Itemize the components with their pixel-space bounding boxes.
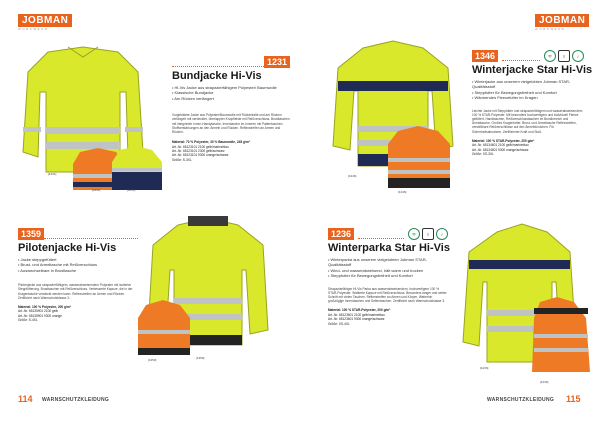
product-image-1359 — [138, 210, 278, 380]
caption-1231-a: [1231] — [48, 172, 57, 176]
spec-item: Art.-Nr. 65123601 9300 orange/schwarz — [328, 317, 385, 322]
certification-icons — [408, 228, 448, 240]
feature-list — [18, 257, 138, 273]
parka-orange-1236 — [532, 297, 590, 372]
feature-item: • Brust- und Armeltasche mit Reißverschluss — [18, 262, 138, 267]
brand-logo-right: JOBMAN WORKWEAR — [535, 14, 589, 31]
product-number: 1231 — [264, 56, 290, 68]
product-1359-block — [18, 228, 138, 323]
product-1346-block — [472, 50, 593, 157]
spec-material: Material: 100 % Polyester, 200 g/m² — [18, 305, 71, 310]
ce-icon: ≡ — [422, 228, 434, 240]
oeko-tex-icon: ✓ — [572, 50, 584, 62]
caption-1236-b: [1236] — [540, 380, 549, 384]
dotted-rule — [44, 229, 138, 239]
caption-1236-a: [1236] — [480, 366, 489, 370]
dotted-rule — [502, 51, 540, 61]
jacket-navy-1231 — [112, 146, 162, 190]
spec-list — [18, 305, 138, 323]
product-description: Vorgebildete Jacke aus Polyester/Baumwolle mit Rückenfalte und am Rücken verlängert mit verdeckter, überlappter Knopfleiste mit Reißverschluss. Brusttaschen mit integrierter Innen-Handytasche, Innentasche im Inneren mit Pattentaschen. Stoffverstärkungen an den Ärmeln und Rücken. Reflexstreifen an Armen und Rücken. — [172, 113, 290, 135]
product-1231-block — [172, 56, 290, 162]
caption-1231-c: [1231] — [127, 188, 136, 192]
dotted-rule — [172, 57, 264, 67]
product-title: Winterparka Star Hi-Vis — [328, 242, 450, 254]
spec-item: Art.-Nr. 65135901 2100 gelb — [18, 309, 59, 314]
caption-1359-b: [1359] — [196, 356, 205, 360]
spec-item: Art.-Nr. 65123101 2300 gelb/schwarz — [172, 149, 225, 154]
spec-size: Größe: XS-3XL — [472, 152, 494, 157]
spec-list — [472, 139, 584, 157]
feature-item: • Auswechselbare in Brusttasche — [18, 268, 138, 273]
page-number-right: 115 — [566, 394, 581, 404]
feature-item: • Wärmendes Fleecefutter im Kragen — [472, 95, 584, 100]
product-description: Leichte Jacke mit Steppfutter und strapazierfähigem und wasserabweisendem 100 % STAR-Polyester. Mit besonders hochwertigem und individuell Fleece gefüttert. Handtaschen, Reißverschlusstaschen im Brustbereich und Ärmeltasche. Großes Kragenfutter. Brust- und Ärmeltasche Reflexstreifen, verstellbare Reißverschlüsse auf den Ärmelbündchen. Für Sicherheitsabnahme. Zertifizierter Kraft und Stoß. — [472, 108, 583, 134]
feature-item: • Wind- und wasserabweisend, hält warm und trocken — [328, 268, 448, 273]
feature-item: • Winterjacke aus unserem vielgelobten Jobman STAR-Qualitätsstoff — [472, 79, 584, 90]
product-title: Bundjacke Hi-Vis — [172, 70, 262, 82]
spec-size: Größe: S-3XL — [172, 157, 192, 162]
feature-list — [328, 257, 448, 279]
product-number: 1236 — [328, 228, 354, 240]
feature-list — [172, 85, 290, 101]
en-iso-20471-icon: ⛨ — [408, 228, 420, 240]
spec-list — [328, 308, 448, 326]
spec-item: Art.-Nr. 65123101 9300 orange/schwarz — [172, 153, 229, 158]
spec-material: Material: 100 % STAR-Polyester, 200 g/m² — [472, 138, 535, 143]
jacket-orange-1346 — [388, 126, 450, 188]
spec-material: Material: 70 % Polyester, 30 % Baumwolle, 245 g/m² — [172, 140, 250, 145]
product-number: 1359 — [18, 228, 44, 240]
product-number: 1346 — [472, 50, 498, 62]
feature-item: • Steppfutter für Bewegungsfreiheit und Komfort — [472, 90, 584, 95]
spec-item: Art.-Nr. 65135901 9300 orange — [18, 313, 62, 318]
feature-item: • Winterparka aus unserem vielgelobten Jobman STAR-Qualitätsstoff — [328, 257, 448, 268]
caption-1346-a: [1346] — [348, 174, 357, 178]
spec-item: Art.-Nr. 65123601 2100 gelb/marineblau — [328, 312, 385, 317]
feature-item: • Jacke steppgefüttert — [18, 257, 138, 262]
product-1236-block — [328, 228, 448, 326]
brand-logo-left: JOBMAN WORKWEAR — [18, 14, 72, 31]
certification-icons — [544, 50, 584, 62]
product-image-1231 — [8, 32, 168, 192]
section-label-left: WARNSCHUTZKLEIDUNG — [42, 397, 110, 403]
caption-1346-b: [1346] — [398, 190, 407, 194]
ce-icon: ≡ — [558, 50, 570, 62]
feature-item: • Klassische Bundjacke — [172, 90, 290, 95]
feature-item: • Steppfutter für Bewegungsfreiheit und Komfort — [328, 273, 448, 278]
feature-item: • Hi-Vis Jacke aus strapazierfähigem Polyester/ Baumwolle — [172, 85, 290, 90]
spec-size: Größe: S-4XL — [18, 318, 38, 323]
caption-1231-b: [1231] — [92, 188, 101, 192]
feature-item: • Am Rücken verlängert — [172, 96, 290, 101]
spec-list — [172, 140, 290, 162]
product-image-1346 — [318, 36, 468, 196]
spec-item: Art.-Nr. 65123101 2100 gelb/marineblau — [172, 144, 229, 149]
product-image-1236 — [452, 222, 594, 387]
spec-item: Art.-Nr. 65134601 9300 orange/schwarz — [472, 147, 529, 152]
feature-list — [472, 79, 584, 101]
caption-1359-a: [1359] — [148, 358, 157, 362]
product-title: Winterjacke Star Hi-Vis — [472, 64, 593, 76]
spec-size: Größe: XS-4XL — [328, 321, 350, 326]
dotted-rule — [358, 229, 404, 239]
en-iso-20471-icon: ⛨ — [544, 50, 556, 62]
oeko-tex-icon: ✓ — [436, 228, 448, 240]
product-description: Pilotenjacke aus strapazierfähigem, wasserabweisendem Polyester mit isolierter Steppfütterung. Brusttaschen mit Reißverschluss. Verbesserte Kapuze, die in der Kragentasche versteckt werden kann. Reflexstreifen an Armen und Rücken. Zertifiziert nach Warnschutzklasse 3. — [18, 283, 133, 300]
jacket-orange-1359 — [138, 300, 190, 355]
section-label-right: WARNSCHUTZKLEIDUNG — [487, 397, 555, 403]
product-description: Strapazierfähiger Hi-Vis Parka aus wasserabweisendem, hochwertigem 100 % STAR-Polyester. Wattierte Kapuze mit Reißverschluss. Besonders langer und weiter Schnitt mit vielen Taschen. Reflexstreifen an Armen und Körper. Weiterhin großzügige Innentaschen und Seitentaschen. Zertifiziert nach Warnschutzklasse 3. — [328, 286, 447, 304]
page-number-left: 114 — [18, 394, 33, 404]
spec-material: Material: 100 % STAR-Polyester, 200 g/m² — [328, 308, 391, 313]
spec-item: Art.-Nr. 65134601 2100 gelb/marineblau — [472, 143, 529, 148]
product-title: Pilotenjacke Hi-Vis — [18, 242, 117, 254]
